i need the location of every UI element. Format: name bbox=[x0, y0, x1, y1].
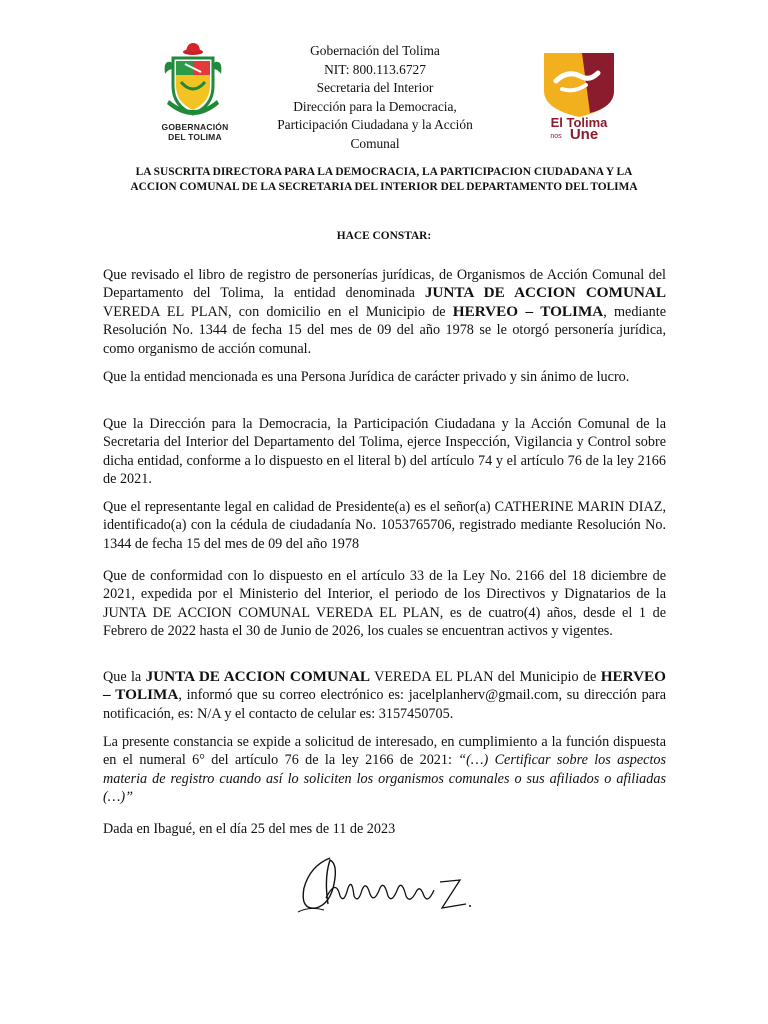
el-tolima-nos-une-logo bbox=[538, 47, 620, 147]
paragraph-oversight: Que la Dirección para la Democracia, la Participación Ciudadana y la Acción Comunal de la Secretaria del Interior del Departamento del Tolima, ejerce Inspección, Vigilancia y Control sobre dicha entidad, conforme a lo dispuesto en el literal b) del artículo 74 y el artículo 76 de la ley 2166 de 2021. bbox=[103, 416, 666, 488]
header-line: NIT: 800.113.6727 bbox=[324, 61, 426, 77]
logo-text-line1: El Tolima bbox=[550, 115, 608, 130]
issue-date-line: Dada en Ibagué, en el día 25 del mes de 11 de 2023 bbox=[103, 821, 396, 837]
paragraph-term-period: Que de conformidad con lo dispuesto en el artículo 33 de la Ley No. 2166 del 18 diciembre de 2021, expedida por el Ministerio del Interior, el periodo de los Directivos y Dignatarios de la JUNTA DE ACCION COMUNAL VEREDA EL PLAN, es de cuatro(4) años, desde el 1 de Febrero de 2022 hasta el 30 de Junio de 2026, los cuales se encuentran activos y vigentes. bbox=[103, 568, 666, 640]
paragraph-legal-representative: Que el representante legal en calidad de Presidente(a) es el señor(a) CATHERINE MARIN DIAZ, identificado(a) con la cédula de ciudadanía No. 1053765706, registrado mediante Resolución No. 1344 de fecha 15 del mes de 09 del año 1978 bbox=[103, 499, 666, 552]
logo-text-une: Une bbox=[569, 126, 599, 139]
header-line: Comunal bbox=[350, 135, 400, 151]
handshake-logo-icon bbox=[538, 47, 620, 139]
document-subtitle: HACE CONSTAR: bbox=[336, 230, 432, 242]
paragraph-contact-info: Que la JUNTA DE ACCION COMUNAL VEREDA EL PLAN del Municipio de HERVEO – TOLIMA, informó que su correo electrónico es: jacelplanherv@gmail.com, su dirección para notificación, es: N/A y el contacto de celular es: 3157450705. bbox=[103, 668, 666, 722]
crest-caption-line2: DEL TOLIMA bbox=[168, 132, 222, 142]
document-title: LA SUSCRITA DIRECTORA PARA LA DEMOCRACIA, LA PARTICIPACION CIUDADANA Y LA ACCION COMUNAL DE LA SECRETARIA DEL INTERIOR DEL DEPARTAMENTO DEL TOLIMA bbox=[130, 166, 638, 193]
logo-text-nos: nos bbox=[550, 133, 562, 139]
paragraph-issuance: La presente constancia se expide a solicitud de interesado, en cumplimiento a la función dispuesta en el numeral 6° del artículo 76 de la ley 2166 de 2021: “(…) Certificar sobre los aspectos materia de registro cuando así lo soliciten los organismos comunales o sus afiliados o afiliadas (…)” bbox=[103, 734, 666, 806]
header-line: Dirección para la Democracia, bbox=[293, 98, 457, 114]
header-line: Gobernación del Tolima bbox=[310, 43, 440, 58]
handwritten-signature bbox=[290, 848, 480, 928]
paragraph-registration: Que revisado el libro de registro de personerías jurídicas, de Organismos de Acción Comunal del Departamento del Tolima, la entidad denominada JUNTA DE ACCION COMUNAL VEREDA EL PLAN, con domicilio en el Municipio de HERVEO – TOLIMA, mediante Resolución No. 1344 de fecha 15 del mes de 09 del año 1978 se le otorgó personería jurídica, como organismo de acción comunal. bbox=[103, 267, 666, 357]
gobernacion-crest-logo bbox=[155, 42, 235, 142]
crest-icon bbox=[155, 42, 235, 122]
paragraph-legal-nature: Que la entidad mencionada es una Persona Jurídica de carácter privado y sin ánimo de lucro. bbox=[103, 369, 630, 385]
header-line: Participación Ciudadana y la Acción bbox=[277, 117, 473, 132]
crest-caption-line1: GOBERNACIÓN bbox=[161, 122, 229, 132]
header-institution-text bbox=[255, 42, 495, 153]
header-line: Secretaria del Interior bbox=[316, 80, 434, 95]
